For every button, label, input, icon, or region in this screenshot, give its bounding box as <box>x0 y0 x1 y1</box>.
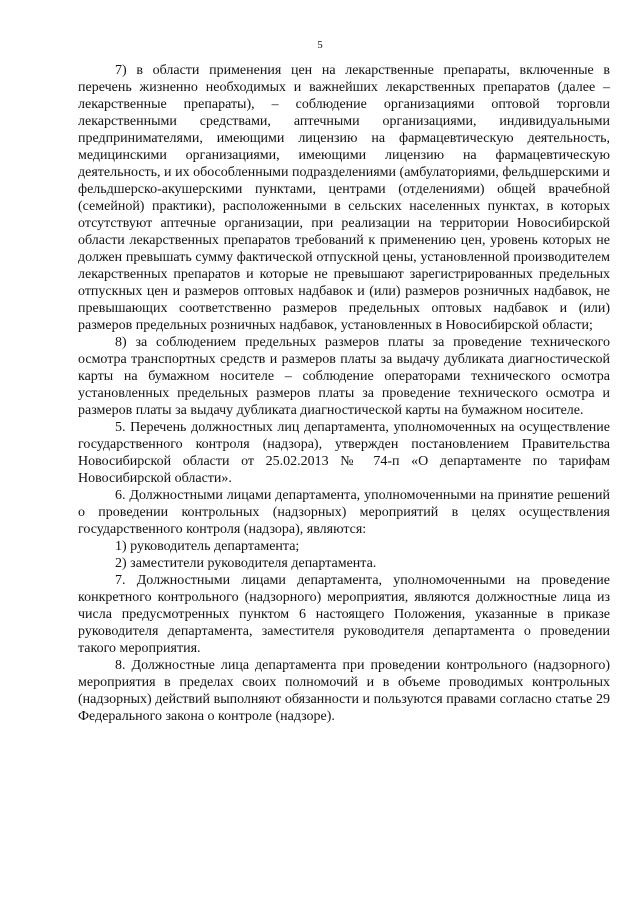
paragraph-clause-5-officials-list: 5. Перечень должностных лиц департамента, уполномоченных на осуществление государственного контроля (надзора), утвержден постановлением Правительства Новосибирской области от 25.02.2013 № 74-п «О департаменте по тарифам Новосибирской области». <box>78 420 610 486</box>
paragraph-clause-7-authorized-officials: 7. Должностными лицами департамента, уполномоченными на проведение конкретного контрольного (надзорного) мероприятия, являются должностные лица из числа предусмотренных пунктом 6 настоящего Положения, указанные в приказе руководителя департамента, заместителя руководителя департамента о проведении такого мероприятия. <box>78 573 610 656</box>
paragraph-clause-6-decision-makers: 6. Должностными лицами департамента, уполномоченными на принятие решений о проведении контрольных (надзорных) мероприятий в целях осуществления государственного контроля (надзора), являются: <box>78 488 610 537</box>
list-item-head-of-department: 1) руководитель департамента; <box>115 539 300 554</box>
page-number: 5 <box>317 39 323 51</box>
list-item-deputy-heads: 2) заместители руководителя департамента. <box>115 556 377 571</box>
document-body <box>78 62 610 725</box>
paragraph-item-8-tech-inspection: 8) за соблюдением предельных размеров платы за проведение технического осмотра транспортных средств и размеров платы за выдачу дубликата диагностической карты на бумажном носителе – соблюдение операторами технического осмотра установленных предельных размеров платы за проведение технического осмотра и размеров платы за выдачу дубликата диагностической карты на бумажном носителе. <box>78 335 610 418</box>
paragraph-item-7-price-control: 7) в области применения цен на лекарственные препараты, включенные в перечень жизненно необходимых и важнейших лекарственных препаратов (далее – лекарственные препараты), – соблюдение организациями оптовой торговли лекарственными средствами, аптечными организациями, индивидуальными предпринимателями, имеющими лицензию на фармацевтическую деятельность, медицинскими организациями, имеющими лицензию на фармацевтическую деятельность, и их обособленными подразделениями (амбулаториями, фельдшерскими и фельдшерско-акушерскими пунктами, центрами (отделениями) общей врачебной (семейной) практики), расположенными в сельских населенных пунктах, в которых отсутствуют аптечные организации, при реализации на территории Новосибирской области лекарственных препаратов требований к применению цен, уровень которых не должен превышать сумму фактической отпускной цены, установленной производителем лекарственных препаратов и которые не превышают зарегистрированных предельных отпускных цен и размеров оптовых надбавок и (или) размеров розничных надбавок, не превышающих соответственно размеров предельных оптовых надбавок и (или) размеров предельных розничных надбавок, установленных в Новосибирской области; <box>78 63 610 333</box>
paragraph-clause-8-duties: 8. Должностные лица департамента при проведении контрольного (надзорного) мероприятия в пределах своих полномочий и в объеме проводимых контрольных (надзорных) действий выполняют обязанности и пользуются правами согласно статье 29 Федерального закона о контроле (надзоре). <box>78 658 610 724</box>
